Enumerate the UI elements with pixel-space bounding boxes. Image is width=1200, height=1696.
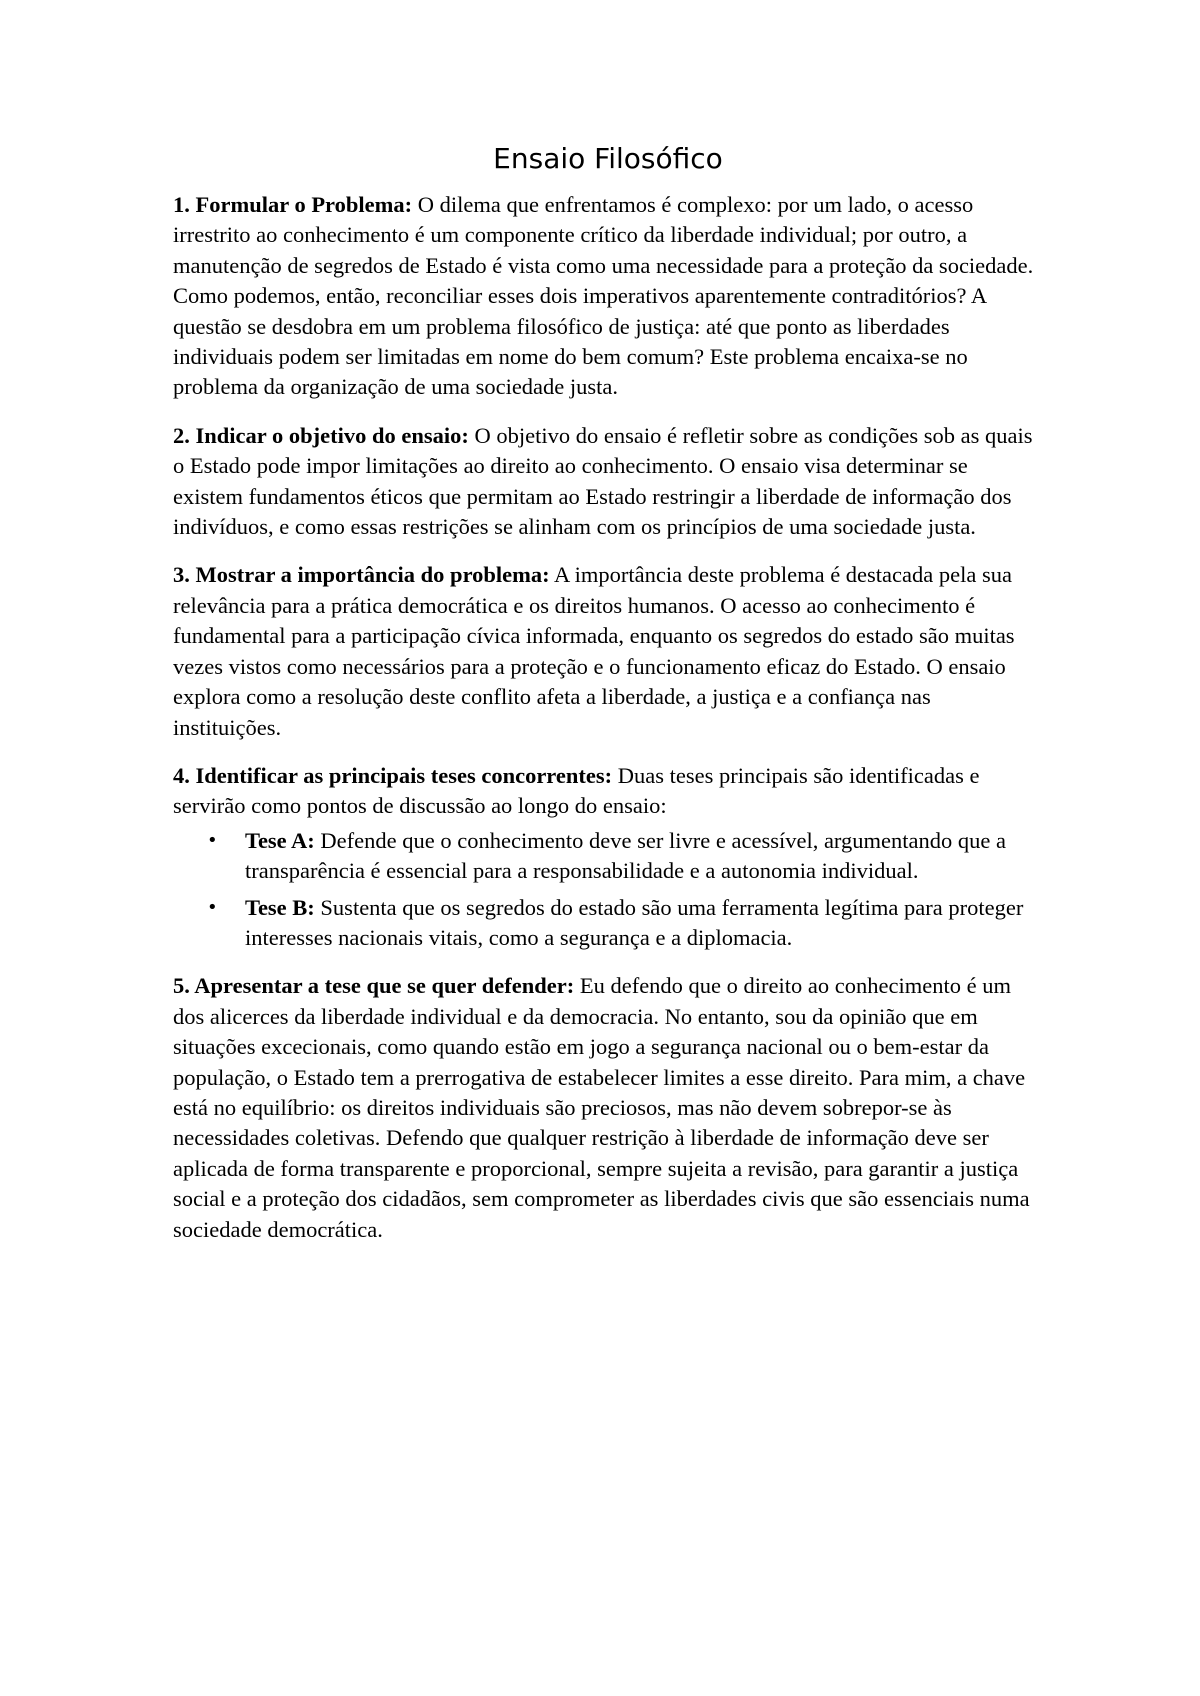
section-5-body: Eu defendo que o direito ao conhecimento é um dos alicerces da liberdade individual e da democracia. No entanto, sou da opinião que em situações excecionais, como quando estão em jogo a segurança nacional ou o bem-estar da população, o Estado tem a prerrogativa de estabelecer limites a esse direito. Para mim, a chave está no equilíbrio: os direitos individuais são preciosos, mas não devem sobrepor-se às necessidades coletivas. Defendo que qualquer restrição à liberdade de informação deve ser aplicada de forma transparente e proporcional, sempre sujeita a revisão, para garantir a justiça social e a proteção dos cidadãos, sem comprometer as liberdades civis que são essenciais numa sociedade democrática. <box>173 973 1030 1242</box>
section-3 <box>173 560 1043 742</box>
section-3-heading: 3. Mostrar a importância do problema: <box>173 562 550 588</box>
tese-a-label: Tese A: <box>245 827 315 853</box>
theses-list <box>173 826 1043 954</box>
section-2 <box>173 421 1043 543</box>
section-2-heading: 2. Indicar o objetivo do ensaio: <box>173 422 469 448</box>
section-1 <box>173 190 1043 403</box>
tese-a-text: Defende que o conhecimento deve ser livre e acessível, argumentando que a transparência é essencial para a responsabilidade e a autonomia individual. <box>245 827 1006 884</box>
document-body <box>173 140 1043 1263</box>
tese-b-label: Tese B: <box>245 894 315 920</box>
section-2-body: O objetivo do ensaio é refletir sobre as condições sob as quais o Estado pode impor limitações ao direito ao conhecimento. O ensaio visa determinar se existem fundamentos éticos que permitam ao Estado restringir a liberdade de informação dos indivíduos, e como essas restrições se alinham com os princípios de uma sociedade justa. <box>173 422 1033 540</box>
bullet-icon: • <box>207 829 218 851</box>
section-4 <box>173 761 1043 822</box>
tese-b-text: Sustenta que os segredos do estado são uma ferramenta legítima para proteger interesses nacionais vitais, como a segurança e a diplomacia. <box>245 894 1024 950</box>
list-item-tese-b <box>173 893 1043 954</box>
section-4-heading: 4. Identificar as principais teses concorrentes: <box>173 762 613 788</box>
section-5-heading: 5. Apresentar a tese que se quer defender: <box>173 973 575 999</box>
section-1-heading: 1. Formular o Problema: <box>173 192 413 217</box>
bullet-icon: • <box>207 896 218 918</box>
section-4-body: Duas teses principais são identificadas e servirão como pontos de discussão ao longo do ensaio: <box>173 762 980 819</box>
section-1-body: O dilema que enfrentamos é complexo: por um lado, o acesso irrestrito ao conhecimento é um componente crítico da liberdade individual; por outro, a manutenção de segredos de Estado é vista como uma necessidade para a proteção da sociedade. Como podemos, então, reconciliar esses dois imperativos aparentemente contraditórios? A questão se desdobra em um problema filosófico de justiça: até que ponto as liberdades individuais podem ser limitadas em nome do bem comum? Este problema encaixa-se no problema da organização de uma sociedade justa. <box>173 192 1034 400</box>
section-3-body: A importância deste problema é destacada pela sua relevância para a prática democrática e os direitos humanos. O acesso ao conhecimento é fundamental para a participação cívica informada, enquanto os segredos do estado são muitas vezes vistos como necessários para a proteção e o funcionamento eficaz do Estado. O ensaio explora como a resolução deste conflito afeta a liberdade, a justiça e a confiança nas instituições. <box>173 562 1015 740</box>
section-5 <box>173 971 1043 1245</box>
list-item-tese-a <box>173 826 1043 887</box>
document-title: Ensaio Filosófico <box>493 142 723 175</box>
